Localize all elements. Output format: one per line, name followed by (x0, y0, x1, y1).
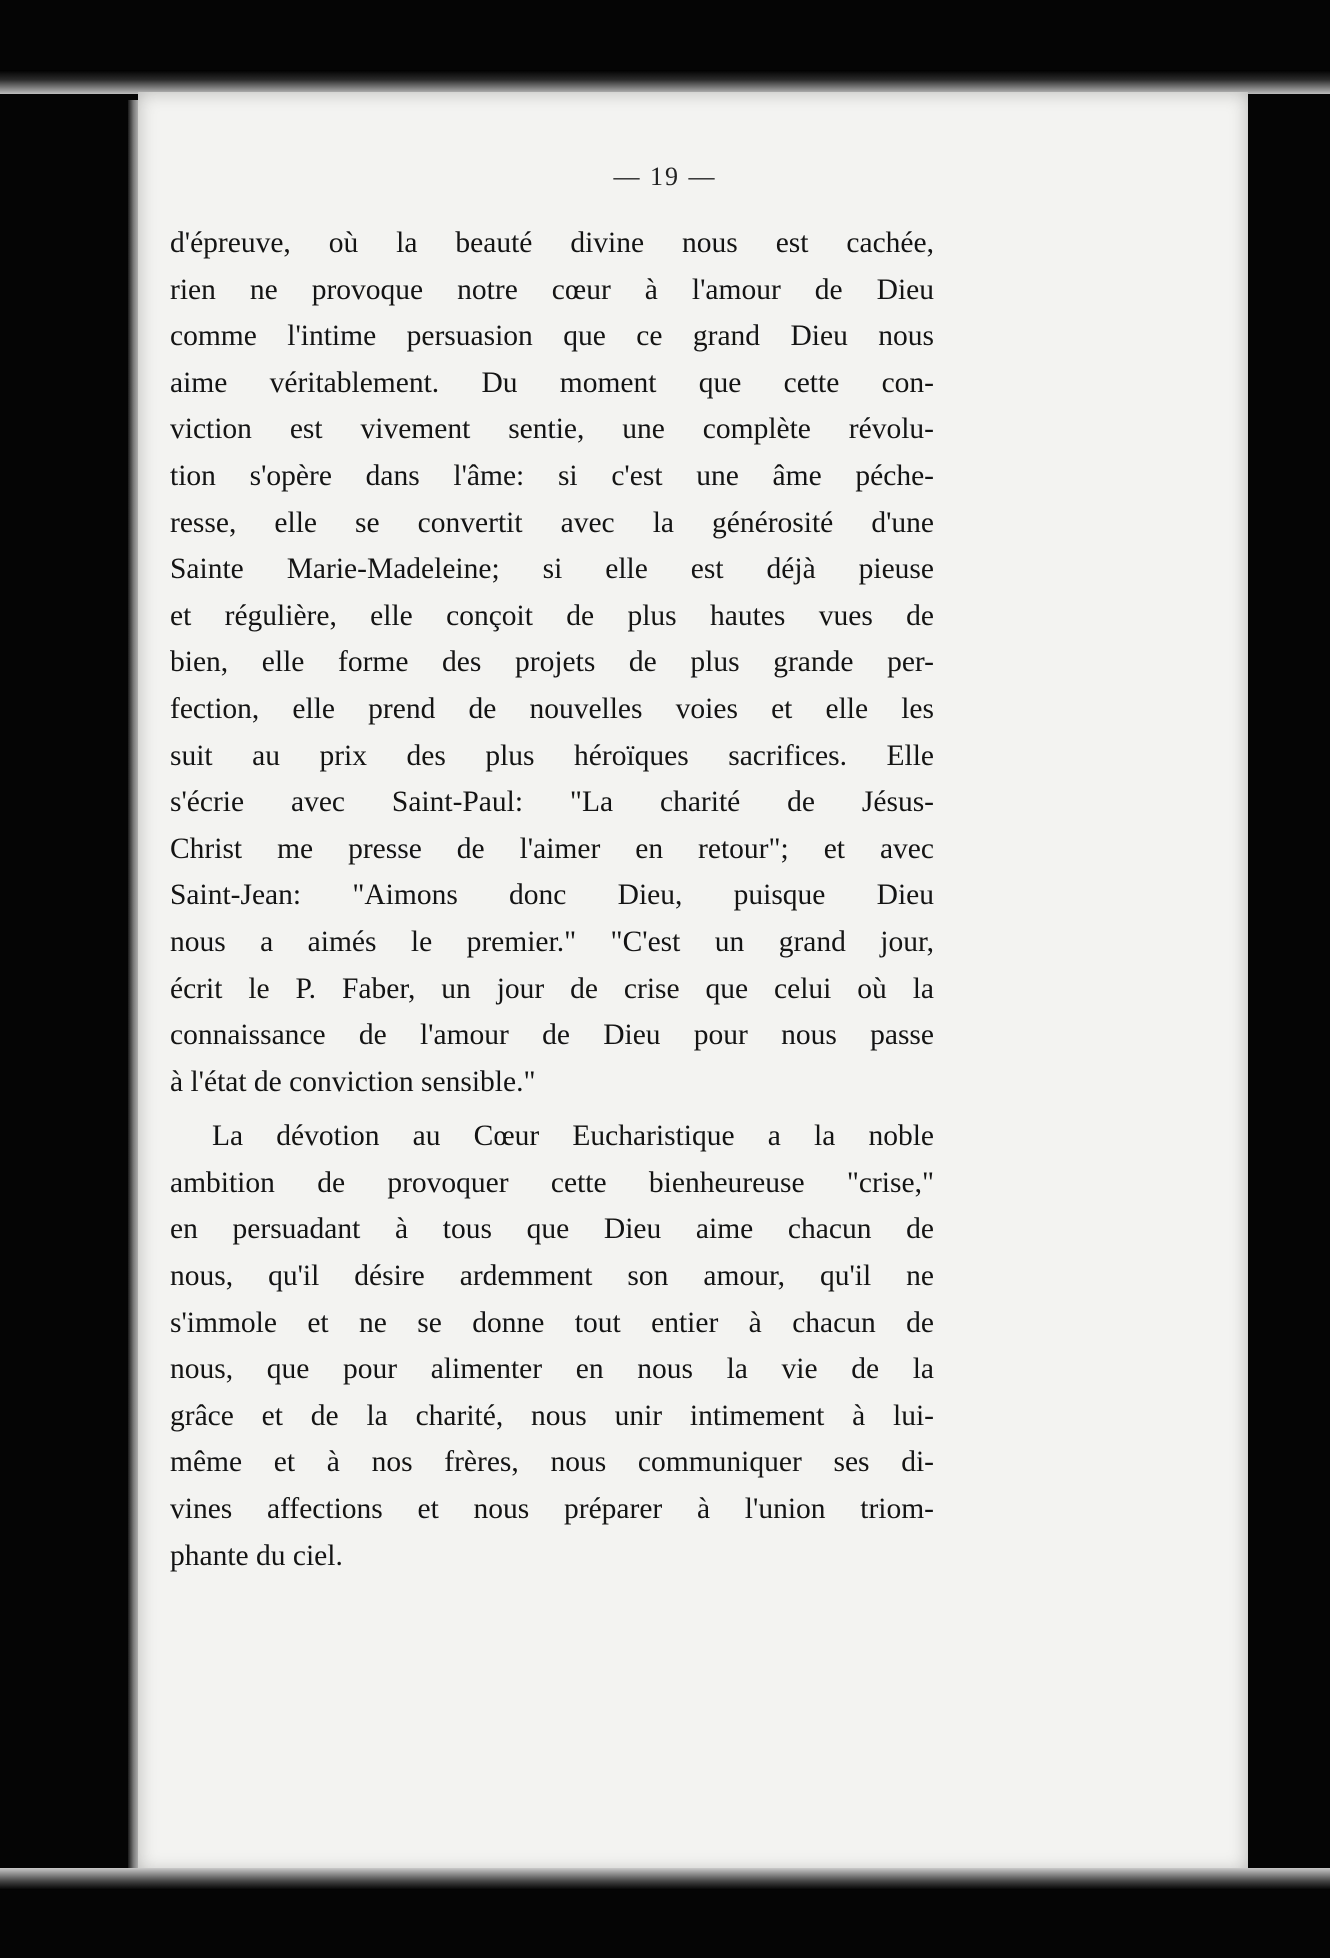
text-line: d'épreuve, où la beauté divine nous est cachée, (170, 227, 934, 259)
text-line: rien ne provoque notre cœur à l'amour de Dieu (170, 273, 934, 306)
text-line: ambition de provoquer cette bienheureuse "crise," (170, 1166, 934, 1199)
text-line: même et à nos frères, nous communiquer ses di- (170, 1446, 934, 1479)
text-line: comme l'intime persuasion que ce grand Dieu nous (170, 320, 934, 353)
text-line: Saint-Jean: "Aimons donc Dieu, puisque Dieu (170, 879, 934, 912)
book-bottom-edge (0, 1868, 1330, 1890)
text-line: s'immole et ne se donne tout entier à chacun de (170, 1306, 934, 1339)
body-text (170, 220, 934, 1579)
text-line: grâce et de la charité, nous unir intimement à lui- (170, 1399, 934, 1432)
text-line: à l'état de conviction sensible." (170, 1065, 536, 1098)
text-line: écrit le P. Faber, un jour de crise que celui où la (170, 972, 934, 1005)
text-line: connaissance de l'amour de Dieu pour nous passe (170, 1019, 934, 1052)
text-line: viction est vivement sentie, une complète révolu- (170, 413, 934, 446)
paragraph-2 (170, 1113, 934, 1579)
text-line: nous a aimés le premier." "C'est un grand jour, (170, 925, 934, 958)
text-line: aime véritablement. Du moment que cette con- (170, 366, 934, 399)
text-line: en persuadant à tous que Dieu aime chacun de (170, 1213, 934, 1246)
text-line: Christ me presse de l'aimer en retour"; et avec (170, 832, 934, 865)
text-line: s'écrie avec Saint-Paul: "La charité de Jésus- (170, 786, 934, 819)
text-line: vines affections et nous préparer à l'union triom- (170, 1493, 934, 1526)
text-line: La dévotion au Cœur Eucharistique a la noble (212, 1120, 934, 1153)
text-line: fection, elle prend de nouvelles voies et elle les (170, 692, 934, 725)
paragraph-1 (170, 220, 934, 1105)
page-number: — 19 — (613, 162, 717, 191)
text-line: nous, que pour alimenter en nous la vie de la (170, 1353, 934, 1386)
text-line: Sainte Marie-Madeleine; si elle est déjà pieuse (170, 553, 934, 586)
text-line: resse, elle se convertit avec la générosité d'une (170, 506, 934, 539)
text-line: tion s'opère dans l'âme: si c'est une âme péche- (170, 459, 934, 492)
text-line: phante du ciel. (170, 1539, 343, 1572)
text-line: nous, qu'il désire ardemment son amour, qu'il ne (170, 1260, 934, 1293)
text-line: suit au prix des plus héroïques sacrifices. Elle (170, 739, 934, 772)
book-top-edge (0, 70, 1330, 94)
text-line: et régulière, elle conçoit de plus hautes vues de (170, 599, 934, 632)
text-line: bien, elle forme des projets de plus grande per- (170, 646, 934, 679)
